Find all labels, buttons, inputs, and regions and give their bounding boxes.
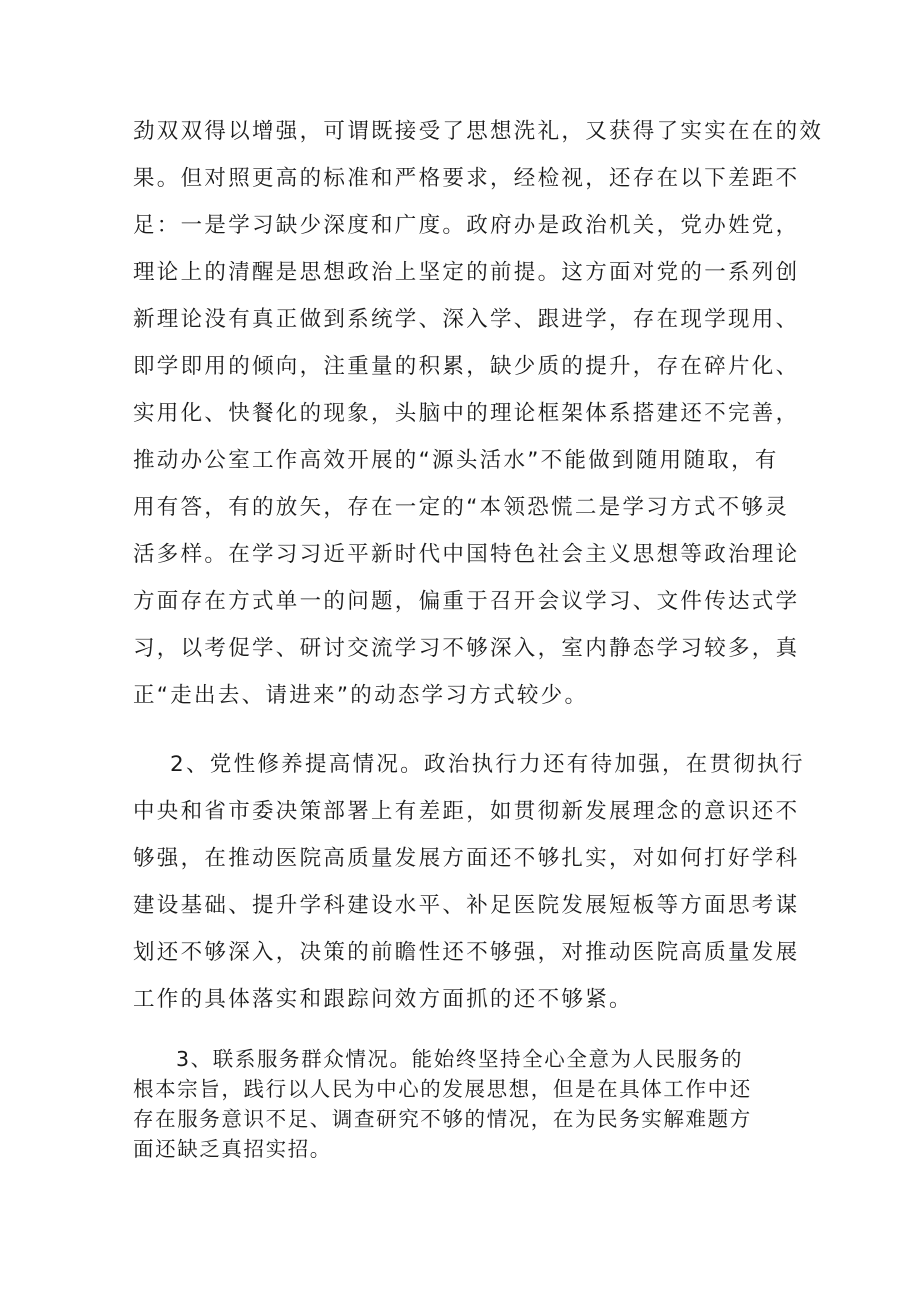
text-line: 实用化、快餐化的现象，头脑中的理论框架体系搭建还不完善， xyxy=(133,401,800,426)
text-line: 中央和省市委决策部署上有差距，如贯彻新发展理念的意识还不 xyxy=(133,799,800,824)
text-line: 2、党性修养提高情况。政治执行力还有待加强，在贯彻执行 xyxy=(170,752,805,777)
text-line: 足：一是学习缺少深度和广度。政府办是政治机关，党办姓党， xyxy=(133,213,800,238)
text-line: 活多样。在学习习近平新时代中国特色社会主义思想等政治理论 xyxy=(133,542,800,567)
text-line: 果。但对照更高的标准和严格要求，经检视，还存在以下差距不 xyxy=(133,166,800,191)
text-line: 劲双双得以增强，可谓既接受了思想洗礼，又获得了实实在在的效 xyxy=(133,119,824,144)
text-line: 够强，在推动医院高质量发展方面还不够扎实，对如何打好学科 xyxy=(133,846,800,871)
text-line: 推动办公室工作高效开展的“源头活水”不能做到随用随取，有 xyxy=(133,448,779,473)
text-line: 工作的具体落实和跟踪问效方面抓的还不够紧。 xyxy=(133,987,633,1012)
text-line: 新理论没有真正做到系统学、深入学、跟进学，存在现学现用、 xyxy=(133,307,800,332)
text-line: 存在服务意识不足、调查研究不够的情况，在为民务实解难题方 xyxy=(133,1107,752,1131)
text-line: 理论上的清醒是思想政治上坚定的前提。这方面对党的一系列创 xyxy=(133,260,800,285)
text-line: 面还缺乏真招实招。 xyxy=(133,1137,332,1161)
text-line: 划还不够深入，决策的前瞻性还不够强，对推动医院高质量发展 xyxy=(133,940,800,965)
text-line: 建设基础、提升学科建设水平、补足医院发展短板等方面思考谋 xyxy=(133,893,800,918)
text-line: 正“走出去、请进来”的动态学习方式较少。 xyxy=(133,683,589,708)
text-line: 方面存在方式单一的问题，偏重于召开会议学习、文件传达式学 xyxy=(133,589,800,614)
text-line: 习，以考促学、研讨交流学习不够深入，室内静态学习较多，真 xyxy=(133,636,800,661)
text-line: 根本宗旨，践行以人民为中心的发展思想，但是在具体工作中还 xyxy=(133,1077,752,1101)
text-line: 3、联系服务群众情况。能始终坚持全心全意为人民服务的 xyxy=(176,1047,744,1071)
text-line: 即学即用的倾向，注重量的积累，缺少质的提升，存在碎片化、 xyxy=(133,354,800,379)
text-line: 用有答，有的放矢，存在一定的“本领恐慌二是学习方式不够灵 xyxy=(133,495,790,520)
